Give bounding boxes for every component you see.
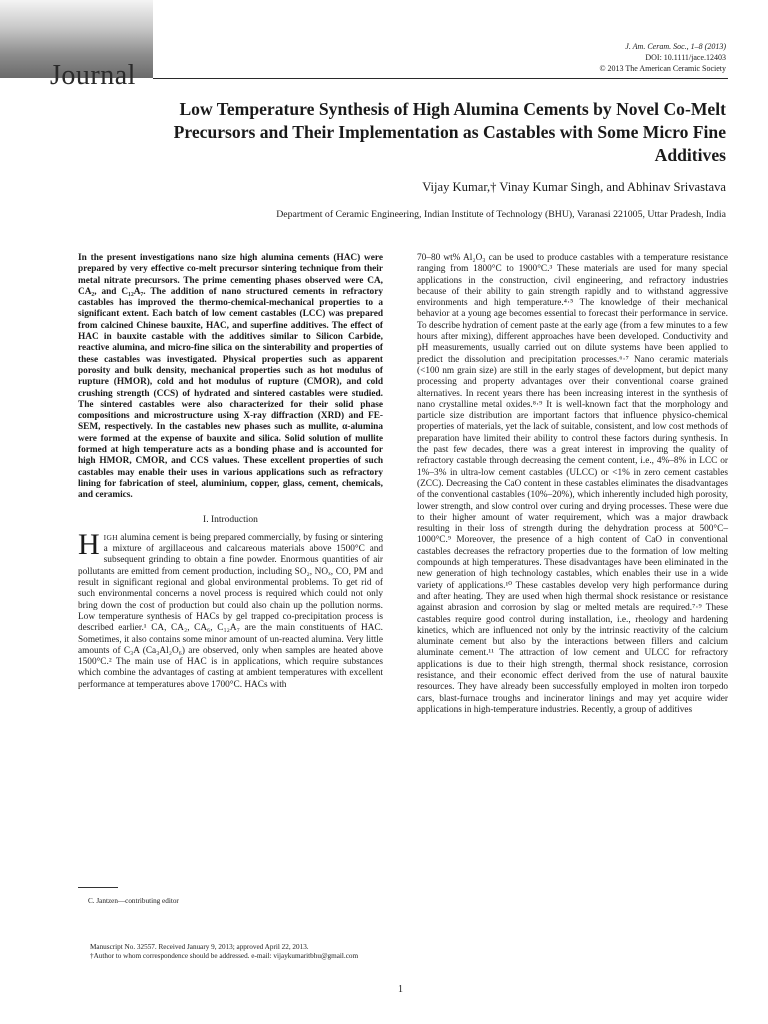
page-number: 1 (398, 984, 403, 995)
footnote-rule (78, 887, 118, 888)
copyright: © 2013 The American Ceramic Society (599, 64, 726, 73)
journal-info (599, 41, 726, 74)
journal-wordmark: Journal (50, 60, 136, 91)
footnotes (78, 943, 383, 961)
right-column (417, 253, 728, 716)
introduction-paragraph (78, 527, 383, 691)
correspondence-note: †Author to whom correspondence should be addressed. e-mail: vijaykumaritbhu@gmail.com (90, 952, 359, 960)
abstract: In the present investigations nano size high alumina cements (HAC) were prepared by very effective co-melt precursor sintering technique from their metal nitrate precursors. The prime cementing phases observed were CA, CA₂, and C₁₂A₇. The addition of nano structured cements in refractory castables has improved the thermo-chemical-mechanical properties to a significant extent. Each batch of low cement castables (LCC) was prepared from calcined Chinese bauxite, HAC, and superfine additives. The effect of HAC in bauxite castable with the additives similar to Silicon Carbide, reactive alumina, and micro-fine silica on the sinterability and properties of these castables was investigated. Physical properties such as apparent porosity and bulk density, mechanical properties such as hot modulus of rupture (HMOR), cold and hot modulus of rupture (CMOR), and cold crushing strength (CCS) of hydrated and sintered castables were studied. The sintered castables were also characterized for their solid phase compositions and microstructure using X-ray diffraction (XRD) and FE-SEM, respectively. In the castables new phases such as mullite, α-alumina were formed at the expense of bauxite and silica. Solid solution of mullite formed at high temperature acts as a bonding phase and is accounted for high HMOR, CMOR, and CCS values. These excellent properties of such castables may enable their uses in various applications such as refractory lining for fabrication of steel, aluminium, copper, glass, cement, chemicals, and ceramics. (78, 253, 383, 501)
small-caps-lead: IGH (103, 532, 118, 542)
article-title: Low Temperature Synthesis of High Alumina Cements by Novel Co-Melt Precursors and Their Implementation as Castables with Some Micro Fine Additives (173, 99, 726, 165)
drop-cap: H (78, 527, 100, 561)
section-heading-introduction: I. Introduction (203, 514, 258, 525)
header-rule (153, 78, 728, 79)
doi: DOI: 10.1111/jace.12403 (645, 53, 726, 62)
citation: J. Am. Ceram. Soc., 1–8 (2013) (625, 42, 726, 51)
introduction-text-left: alumina cement is being prepared commercially, by fusing or sintering a mixture of argillaceous and calcareous materials above 1500°C and subsequent grinding to obtain a fine powder. Enormous quantities of air pollutants are emitted from cement production, including SO₂, NOₓ, CO, PM and result in significant regional and global environmental problems. To get rid of such environmental concerns a novel process is required which could not only bring down the cost of production but could also chain up the pollution norms. Low temperature synthesis of HACs by gel trapped co-precipitation process is described earlier.¹ CA, CA₂, CA₆, C₁₂A₇ are the main constituents of HAC. Sometimes, it also contains some minor amount of un-reacted alumina. Very little amounts of C₃A (Ca₃Al₂O₆) are observed, only when samples are heated above 1500°C.² The main use of HAC is in applications, which require substances which combine the advantages of casting at ambient temperatures with excellent performance at temperatures above 1700°C. HACs with (78, 532, 383, 690)
authors: Vijay Kumar,† Vinay Kumar Singh, and Abhinav Srivastava (422, 180, 726, 194)
editor-note: C. Jantzen—contributing editor (88, 897, 179, 905)
affiliation: Department of Ceramic Engineering, Indian Institute of Technology (BHU), Varanasi 221005, Uttar Pradesh, India (276, 209, 726, 220)
manuscript-note: Manuscript No. 32557. Received January 9, 2013; approved April 22, 2013. (90, 943, 309, 951)
introduction-text-right: 70–80 wt% Al₂O₃ can be used to produce castables with a temperature resistance ranging from 1800°C to 1900°C.³ These materials are used for many special applications in the construction, civil engineering, and refractory industries because of their ability to gain strength rapidly and to withstand aggressive environments and high temperature.⁴·⁵ The knowledge of their mechanical behavior at a young age becomes essential to forecast their performance in service. To describe hydration of cement paste at the early age (from a few minutes to a few hours after mixing), different approaches have been developed. Conductivity and pH measurements, usually carried out on dilute systems have been applied to predict the dissolution and precipitation processes.⁶·⁷ Nano ceramic materials (<100 nm grain size) are still in the early stages of development, but depict many processing and property advantages over their conventional coarse grained alternatives. In recent years there has been increasing interest in the synthesis of nano crystalline metal oxides.⁸·⁹ It is well-known fact that the morphology and particle size distribution are important factors that influence physico-chemical properties of materials, yet the lack of suitable, consistent, and low cost methods of preparation have limited their ability to control these factors during synthesis. In the past few decades, there was a great interest in improving the quality of refractory castable through decreasing the cement content, i.e., 4%–8% in LCC or 1%–3% in ultra-low cement castables (ULCC) or <1% in zero cement castables (ZCC). Decreasing the CaO content in these castables eliminates the disadvantages of the conventional castables (10%–20%), which inherently included high porosity, lower strength, and slow control over curing and drying processes. These were due to their higher amount of water requirement, which was a major drawback resulting in their loss of strength during the dehydration process at 500°C–1000°C.⁹ Moreover, the presence of a high content of CaO in conventional castables decreases the refractory properties due to the formation of low melting compounds at high temperatures. These disadvantages have been eliminated in the new generation of high technology castables, which enables their use in a wide variety of applications.¹⁰ These castables develop very high performance during and after heating. They are used when high thermal shock resistance or resistance against abrasion and corrosion by slag or melted metals are required.⁷·⁹ These castables require good control during installation, i.e., rheology and hardening kinetics, which are influenced not only by the intrinsic reactivity of the calcium aluminate cement but also by the interactions between fillers and calcium aluminate cement.¹¹ The attraction of low cement and ULCC for refractory applications is due to their high strength, thermal shock resistance, corrosion resistance, and their economic effect derived from the use of natural bauxite resources. They have already been successfully employed in molten iron torpedo cars, blast-furnace troughs and incinerator linings and may yet acquire wider applications in high-temperature industries. Recently, a group of additives (417, 253, 728, 715)
left-column (78, 253, 383, 691)
